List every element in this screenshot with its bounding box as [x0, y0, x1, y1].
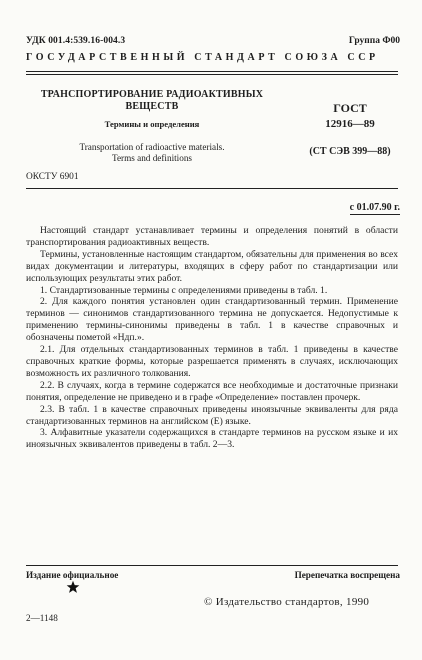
star-icon	[66, 580, 80, 594]
effective-date: с 01.07.90 г.	[349, 202, 400, 213]
document-title-line: ТРАНСПОРТИРОВАНИЕ РАДИОАКТИВНЫХ	[40, 89, 264, 100]
paragraph: 2.1. Для отдельных стандартизованных терминов в табл. 1 приведены в качестве справочных краткие формы, которые разрешается применять в случаях, исключающих возможность их различного толкования.	[26, 344, 398, 379]
print-order-code: 2—1148	[26, 613, 58, 623]
paragraph: 1. Стандартизованные термины с определениями приведены в табл. 1.	[40, 284, 328, 296]
copyright-notice: © Издательство стандартов, 1990	[204, 596, 370, 608]
english-title-line: Terms and definitions	[112, 153, 192, 163]
okstu-code: ОКСТУ 6901	[26, 172, 79, 182]
official-edition-label: Издание официальное	[26, 570, 119, 580]
paragraph: Настоящий стандарт устанавливает термины и определения понятий в области транспортирования радиоактивных веществ.	[26, 225, 398, 248]
paragraph: 3. Алфавитные указатели содержащихся в стандарте терминов на русском языке и их иноязычных эквивалентов приведены в табл. 2—3.	[26, 427, 398, 451]
state-standard-heading: ГОСУДАРСТВЕННЫЙ СТАНДАРТ СОЮЗА ССР	[26, 52, 379, 63]
gost-number: 12916—89	[325, 118, 375, 130]
gost-block	[300, 101, 400, 157]
document-title-line: ВЕЩЕСТВ	[125, 101, 179, 112]
section-rule	[26, 188, 398, 189]
gost-label: ГОСТ	[333, 101, 367, 115]
paragraph: 2.2. В случаях, когда в термине содержатся все необходимые и достаточные признаки понятия, определение не приведено и в графе «Определение» поставлен прочерк.	[26, 379, 398, 403]
title-block	[26, 89, 278, 164]
paragraph: 2.3. В табл. 1 в качестве справочных приведены иноязычные эквиваленты для ряда стандартизованных терминов на английском (E) языке.	[26, 403, 398, 427]
paragraph: 2. Для каждого понятия установлен один стандартизованный термин. Применение терминов — синонимов стандартизованного термина не допускается. Недопустимые к применению термины-синонимы приведены в табл. 1 в качестве справочных и обозначены пометой «Ндп.».	[26, 296, 398, 344]
document-subtitle: Термины и определения	[104, 119, 200, 129]
cmea-standard-number: (СТ СЭВ 399—88)	[309, 146, 391, 157]
body-text	[26, 225, 398, 451]
english-title	[26, 142, 278, 164]
reprint-prohibited-label: Перепечатка воспрещена	[294, 570, 400, 580]
group-code: Группа Ф00	[348, 36, 400, 46]
header-rule-bottom	[26, 74, 398, 75]
paragraph: Термины, установленные настоящим стандартом, обязательны для применения во всех видах документации и литературы, входящих в сферу работ по стандартизации или использующих результаты этих работ.	[26, 248, 398, 284]
document-title	[26, 89, 278, 113]
footer-rule	[26, 565, 398, 566]
udk-code: УДК 001.4:539.16-004.3	[26, 36, 126, 46]
header-rule-top	[26, 71, 398, 72]
english-title-line: Transportation of radioactive materials.	[79, 142, 225, 152]
